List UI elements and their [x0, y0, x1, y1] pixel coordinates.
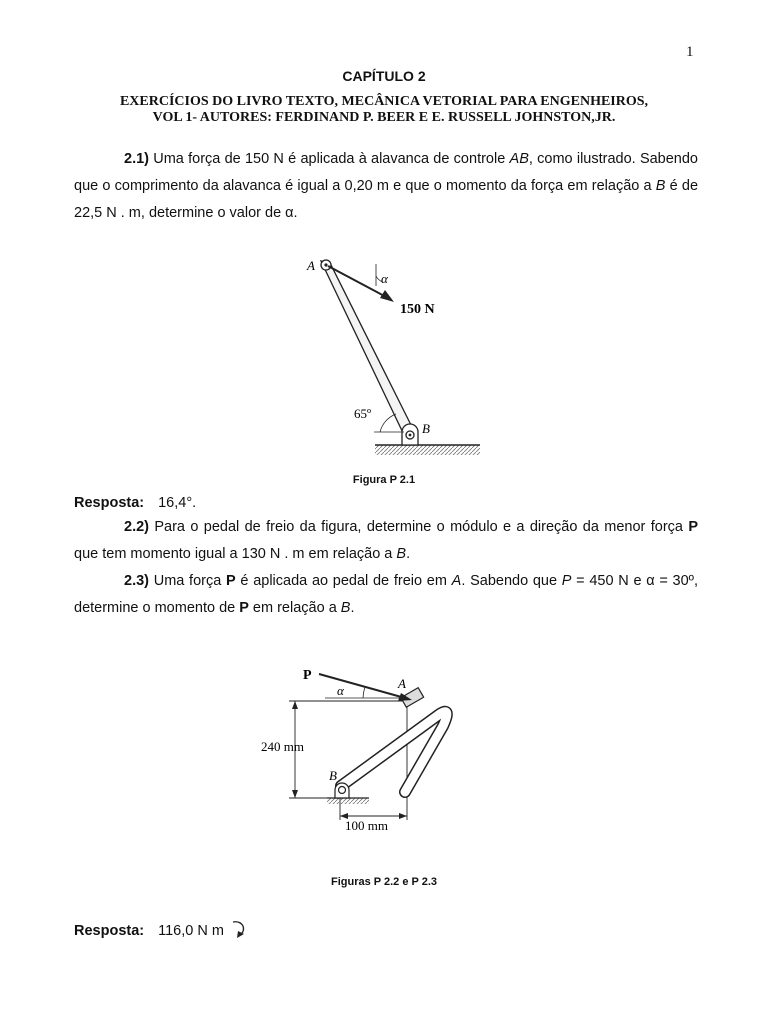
problem-2-1-b: B	[655, 178, 666, 194]
problem-2-3-label: 2.3)	[124, 573, 149, 589]
dim-240-arrow-top	[292, 701, 298, 709]
problem-2-2-p: P	[688, 519, 698, 535]
problem-2-3-a: A	[451, 573, 462, 589]
problem-2-3-p: P	[226, 573, 236, 589]
pedal-arm-inner	[341, 712, 447, 792]
answer-2-2-label: Resposta:	[74, 923, 145, 939]
pin-b-center	[409, 434, 412, 437]
alpha-arc	[363, 687, 365, 698]
label-150n: 150 N	[400, 302, 435, 317]
answer-2-2	[74, 919, 248, 941]
problem-2-3-text-1: Uma força	[149, 573, 227, 589]
ground	[375, 445, 480, 455]
label-alpha: α	[337, 683, 344, 698]
figure-p2-1	[300, 252, 480, 462]
caption-p2-1: Figura P 2.1	[352, 474, 416, 486]
problem-2-1	[74, 146, 698, 227]
answer-2-1-label: Resposta:	[74, 495, 145, 511]
clockwise-moment-arrow-icon	[228, 919, 248, 941]
label-100-mm: 100 mm	[345, 818, 388, 833]
answer-2-1	[74, 495, 196, 511]
answer-2-2-value: 116,0 N m	[158, 923, 224, 939]
label-240-mm: 240 mm	[261, 739, 304, 754]
figure-p2-2-p2-3	[255, 662, 475, 837]
problem-2-2-text-2: que tem momento igual a 130 N . m em relação a	[74, 546, 397, 562]
book-title-line-1: EXERCÍCIOS DO LIVRO TEXTO, MECÂNICA VETORIAL PARA ENGENHEIROS,	[119, 94, 649, 109]
pin-b	[339, 787, 346, 794]
dim-100-arrow-right	[399, 813, 407, 819]
chapter-heading: CAPÍTULO 2	[342, 68, 426, 84]
problem-2-1-label: 2.1)	[124, 151, 149, 167]
problem-2-3	[74, 568, 698, 622]
problem-2-2-text-3: .	[406, 546, 411, 562]
problem-2-2-text-1: Para o pedal de freio da figura, determine o módulo e a direção da menor força	[149, 519, 689, 535]
label-65-degrees: 65º	[354, 406, 372, 421]
book-title-line-2: VOL 1- AUTORES: FERDINAND P. BEER E E. RUSSELL JOHNSTON,JR.	[152, 110, 616, 125]
problem-2-2-label: 2.2)	[124, 519, 149, 535]
problem-2-3-text-2: é aplicada ao pedal de freio em	[235, 573, 452, 589]
caption-p2-2-p2-3: Figuras P 2.2 e P 2.3	[331, 876, 437, 888]
angle-65-arc	[380, 414, 396, 432]
label-a: A	[307, 258, 315, 273]
problem-2-2	[74, 514, 698, 568]
label-p: P	[303, 668, 312, 683]
problem-2-3-text-3: . Sabendo que	[461, 573, 562, 589]
book-title	[60, 94, 708, 126]
ground-b	[327, 798, 369, 804]
problem-2-1-ab: AB	[509, 151, 529, 167]
problem-2-3-text-5: em relação a	[248, 600, 341, 616]
page-number: 1	[686, 44, 694, 60]
answer-2-1-value: 16,4°.	[158, 495, 197, 511]
label-a: A	[398, 676, 406, 691]
problem-2-1-text-3: é de 22,5 N . m, determine o valor de α.	[74, 178, 699, 221]
problem-2-1-text-1: Uma força de 150 N é aplicada à alavanca de controle	[149, 151, 510, 167]
pin-a-center	[324, 263, 327, 266]
label-alpha: α	[381, 271, 388, 286]
force-arrowhead	[380, 290, 394, 302]
problem-2-3-p-bold: P	[239, 600, 249, 616]
problem-2-3-text-6: .	[350, 600, 355, 616]
problem-2-3-b: B	[340, 600, 351, 616]
force-p-line	[319, 674, 405, 698]
dim-240-arrow-bottom	[292, 790, 298, 798]
problem-2-2-b: B	[396, 546, 407, 562]
label-b: B	[422, 421, 430, 436]
problem-2-3-p-italic: P	[561, 573, 572, 589]
problem-2-3-text-4: = 450 N e α = 30º, determine o momento de	[74, 573, 699, 616]
label-b: B	[329, 768, 337, 783]
problem-2-1-text-2: , como ilustrado. Sabendo que o comprimento da alavanca é igual a 0,20 m e que o momento da força em relação a	[74, 151, 698, 194]
